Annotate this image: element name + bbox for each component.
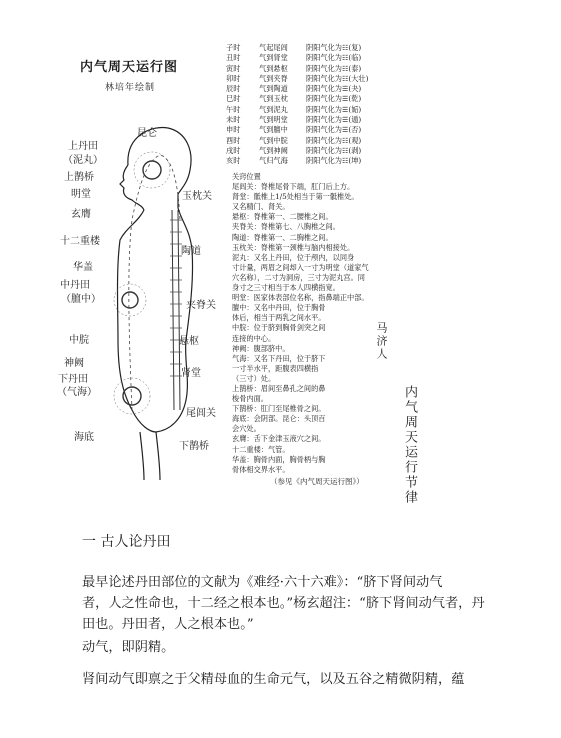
hexagram-icon: ☷ — [341, 53, 349, 63]
schedule-row: 亥时 气归气海 阴阳气化为☷(坤) — [226, 156, 362, 166]
schedule-row: 未时 气到明堂 阴阳气化为☰(遁) — [226, 115, 362, 125]
label-haidi: 海底 — [74, 432, 94, 443]
figure-title: 内气周天运行图 — [80, 60, 179, 75]
hexagram-icon: ☰ — [341, 94, 349, 104]
hexagram-icon: ☷ — [341, 156, 349, 166]
paragraph-1-line-2: 者，人之性命也，十二经之根本也。”杨玄超注：“脐下肾间动气者，丹 — [82, 596, 485, 611]
hexagram-icon: ☰ — [341, 125, 349, 135]
hexagram-icon: ☷ — [341, 135, 349, 145]
schedule-row: 卯时 气到夹脊 阴阳气化为☷(大壮) — [226, 73, 369, 83]
vertical-title: 内气周天运行节律 — [402, 385, 417, 505]
label-huagai: 华盖 — [73, 262, 93, 273]
section-heading: 一 古人论丹田 — [82, 534, 171, 550]
hexagram-icon: ☰ — [341, 115, 349, 125]
label-shierchonglou: 十二重楼 — [60, 236, 100, 247]
label-taodao: 陶道 — [181, 246, 201, 257]
figure-subtitle: 林培年绘制 — [105, 83, 156, 93]
schedule-row: 寅时 气到悬枢 阴阳气化为☷(泰) — [226, 63, 362, 73]
label-zhongwan: 中脘 — [69, 335, 89, 346]
hexagram-icon: ☷ — [341, 145, 349, 155]
label-jiajiguan: 夹脊关 — [186, 300, 216, 311]
label-xiadantian: 下丹田 — [58, 374, 88, 385]
schedule-row: 辰时 气到陶道 阴阳气化为☰(夬) — [226, 84, 362, 94]
label-shangdantian: 上丹田 — [68, 141, 98, 152]
label-kunlun: 昆仑 — [137, 128, 157, 139]
label-tanzhong: （膻中） — [61, 294, 101, 305]
paragraph-1-line-3: 田也。丹田者，人之根本也。” — [82, 617, 254, 632]
schedule-row: 申时 气到膻中 阴阳气化为☰(否) — [226, 125, 362, 135]
schedule-row: 酉时 气到中脘 阴阳气化为☷(观) — [226, 135, 362, 145]
schedule-table — [226, 43, 368, 167]
schedule-row: 丑时 气到肾堂 阴阳气化为☷(临) — [226, 53, 362, 63]
label-xuanshu: 悬枢 — [179, 336, 199, 347]
hexagram-icon: ☰ — [341, 84, 349, 94]
schedule-row: 巳时 气到玉枕 阴阳气化为☰(乾) — [226, 94, 362, 104]
hexagram-icon: ☷ — [341, 43, 349, 52]
label-shangqueqiao: 上鹊桥 — [64, 172, 94, 183]
figure-citation: （参见《内气周天运行图》） — [270, 477, 364, 486]
label-shenque: 神阙 — [64, 358, 84, 369]
label-yuzhenguan: 玉枕关 — [182, 191, 212, 202]
hexagram-icon: ☰ — [341, 104, 349, 114]
label-zhongdantian: 中丹田 — [60, 280, 90, 291]
label-mingtang: 明堂 — [71, 189, 91, 200]
label-xuanying: 玄膺 — [71, 209, 91, 220]
label-niwan: （泥丸） — [63, 155, 103, 166]
paragraph-1-line-1: 最早论述丹田部位的文献为《难经·六十六难》：“脐下肾间动气 — [82, 575, 443, 590]
label-shentang: 肾堂 — [181, 368, 201, 379]
paragraph-3: 肾间动气即禀之于父精母血的生命元气，以及五谷之精微阴精，蕴 — [82, 672, 465, 687]
schedule-row: 午时 气到泥丸 阴阳气化为☰(姤) — [226, 104, 362, 114]
label-qihai: （气海） — [57, 387, 97, 398]
hexagram-icon: ☷ — [341, 63, 349, 73]
author-name: 马济人 — [375, 322, 388, 361]
paragraph-2: 动气，即阴精。 — [82, 640, 175, 655]
label-xiaqueqiao: 下鹊桥 — [179, 441, 209, 452]
schedule-row: 戌时 气到神阙 阴阳气化为☷(剥) — [226, 145, 362, 155]
label-weilvguan: 尾闾关 — [186, 408, 216, 419]
acupoint-notes: 关窍位置 尾闾关：脊椎尾骨下端，肛门后上方。 肾堂：骶椎上1/5处相当于第一骶椎处。 又名精门、肾关。 悬枢：脊椎第一、二腰椎之间。 夹脊关：脊椎第七、八胸椎之间。 陶道：脊椎第一、二胸椎之间。 玉枕关：脊椎第一颈椎与脑内相接处。 泥丸：又名上丹田，位于颅内，以同身 寸计量，两眉之间却入一寸为明堂（道家气 穴名称），二寸为洞房，三寸为泥丸宫。同 身寸之三寸相当于本人四横指宽。 明堂：医家体表部位名称，指鼻端正中部。 膻中：又名中丹田，位于胸骨 体后，相当于两乳之间水平。 中脘：位于脐到胸骨剑突之间 连接的中心。 神阙：腹部脐中。 气海：又名下丹田，位于脐下 一寸半水平，距腹表四横指 （三寸）处。 上鹊桥：眉间至鼻孔之间的鼻 梭骨内面。 下鹊桥：肛门至尾椎骨之间。 海底：会阴部。昆仑：头顶百 会穴处。 玄膺：舌下金津玉液穴之间。 十二重楼：气管。 华盖：胸骨内面，胸骨柄与胸 骨体相交界水平。 — [232, 172, 369, 474]
schedule-row: 子时 气起尾闾 阴阳气化为☷(复) — [226, 43, 362, 52]
hexagram-icon: ☷ — [341, 73, 349, 83]
